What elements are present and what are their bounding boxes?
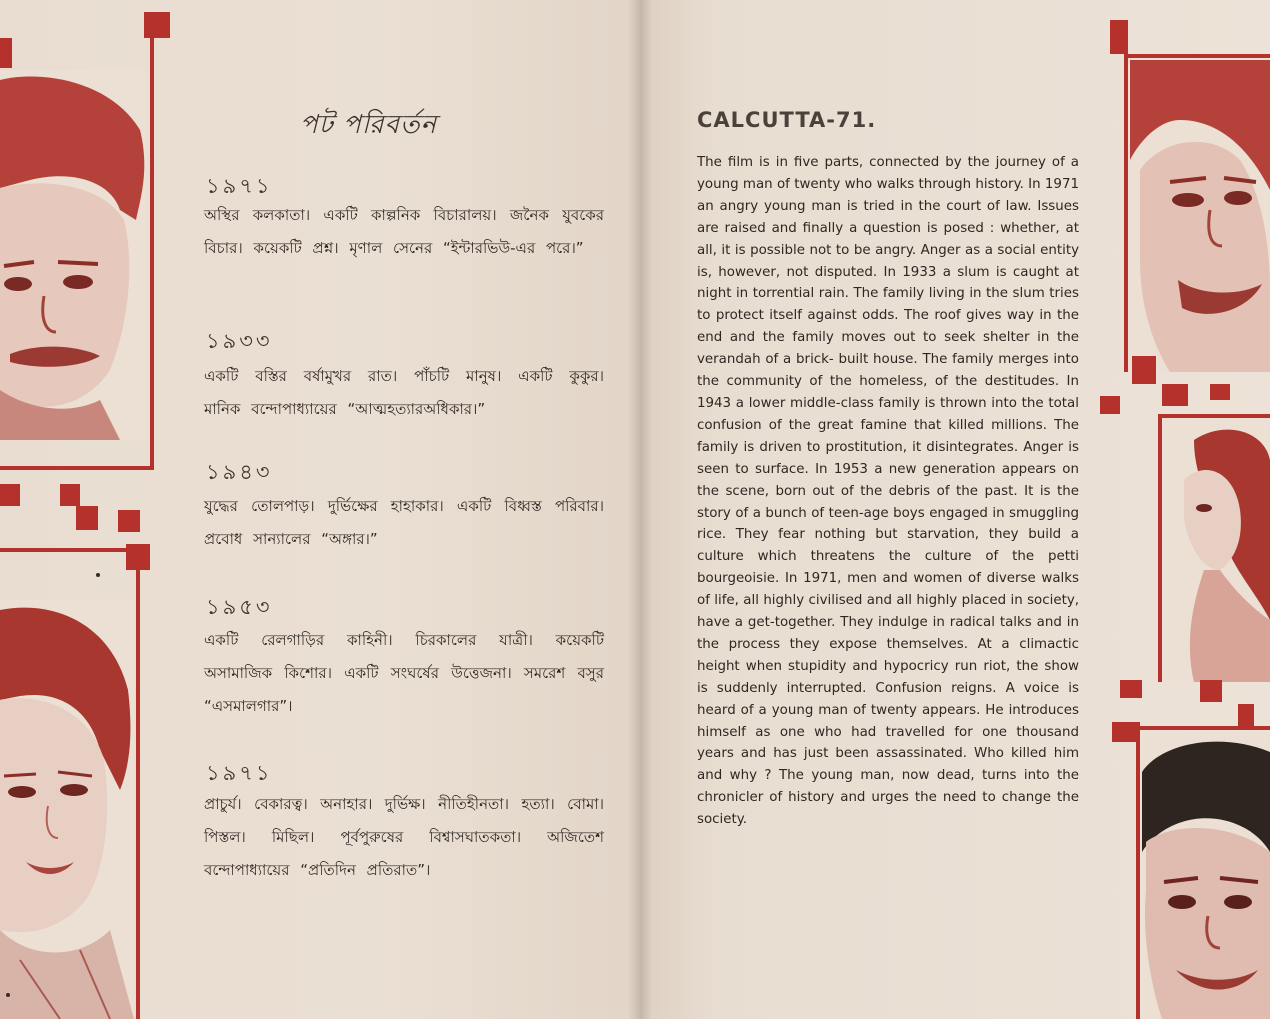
red-block [1132,356,1156,384]
red-block [76,506,98,530]
portrait-woman-illustration [0,600,134,1019]
bengali-heading: পট পরিবর্তন [300,110,437,140]
portrait-man-right-illustration [1130,60,1270,372]
red-block [0,484,20,506]
frame-line [1124,54,1128,372]
section-text: যুদ্ধের তোলপাড়। দুর্ভিক্ষের হাহাকার। একটি বিধ্বস্ত পরিবার। প্রবোধ সান্যালের “অঙ্গার।” [204,497,604,548]
portrait-woman-bottom-left [0,600,134,1019]
frame-line [1136,726,1270,730]
portrait-woman-right-illustration [1164,420,1270,682]
portrait-man-top-left [0,70,146,440]
red-block [1162,384,1188,406]
ink-dot [96,573,100,577]
section-text: প্রাচুর্য। বেকারত্ব। অনাহার। দুর্ভিক্ষ। নীতিহীনতা। হত্যা। বোমা। পিস্তল। মিছিল। পূর্বপুরুষের বিশ্বাসঘাতকতা। অজিতেশ বন্দোপাধ্যায়ের “প্রতিদিন প্রতিরাত”। [204,795,604,879]
section-year: ১৯৭১ [206,761,273,785]
portrait-man-bottom-right-illustration [1142,732,1270,1019]
ink-dot [6,993,10,997]
red-block [118,510,140,532]
frame-line [136,570,140,1019]
portrait-man-top-right [1130,60,1270,372]
portrait-man-bottom-right [1142,732,1270,1019]
section-text: একটি রেলগাড়ির কাহিনী। চিরকালের যাত্রী। কয়েকটি অসামাজিক কিশোর। একটি সংঘর্ষের উত্তেজনা। সমরেশ বসুর “এসমালগার”। [204,631,604,715]
red-block [1110,20,1128,54]
page-gutter [628,0,652,1019]
red-block [126,544,150,570]
frame-line [150,38,154,470]
portrait-man-illustration [0,70,146,440]
section-year: ১৯৭১ [206,174,273,198]
section-year: ১৯৫৩ [206,595,273,619]
red-block [0,38,12,68]
red-block [1120,680,1142,698]
frame-line [1158,414,1162,682]
red-block [1210,384,1230,400]
film-title: CALCUTTA-71. [697,108,877,132]
red-block [144,12,170,38]
red-block [60,484,80,506]
section-text: একটি বস্তির বর্ষামুখর রাত। পাঁচটি মানুষ। একটি কুকুর। মানিক বন্দোপাধ্যায়ের “আত্মহত্যারঅধিকার।” [204,367,604,418]
frame-line [1160,414,1270,418]
section-text: অস্থির কলকাতা। একটি কাল্পনিক বিচারালয়। জনৈক যুবকের বিচার। কয়েকটি প্রশ্ন। মৃণাল সেনের “ইন্টারভিউ-এর পরে।” [204,206,604,257]
section-year: ১৯৪৩ [206,460,273,484]
red-block [1100,396,1120,414]
frame-line [1136,726,1140,1019]
frame-line [0,548,128,552]
section-year: ১৯৩৩ [206,329,273,353]
red-block [1200,680,1222,702]
film-synopsis: The film is in five parts, connected by the journey of a young man of twenty who walks through history. In 1971 an angry young man is tried in the court of law. Issues are raised and finally a question is posed : whether, at all, it is possible not to be angry. Anger as a social entity is, however, not disputed. In 1933 a slum is caught at night in torrential rain. The family living in the slum tries to protect itself against odds. The roof gives way in the end and the family moves out to seek shelter in the verandah of a brick- built house. The family merges into the community of the homeless, of the destitudes. In 1943 a lower middle-class family is thrown into the total confusion of the great famine that killed millions. The family is driven to prostitution, it disintegrates. Anger is seen to surface. In 1953 a new generation appears on the scene, born out of the debris of the past. It is the story of a bunch of teen-age boys engaged in smuggling rice. They fear nothing but starvation, they build a culture which threatens the culture of the petti bourgeoisie. In 1971, men and women of diverse walks of life, all highly civilised and all highly placed in society, have a get-together. They indulge in radical talks and in the process they expose themselves. At a climactic height when stupidity and hypocricy run riot, the show is suddenly interrupted. Confusion reigns. A voice is heard of a young man of twenty appears. He introduces himself as one who had travelled for one thousand years and has just been assassinated. Who killed him and why ? The young man, now dead, turns into the chronicler of history and urges the need to change the society. [697,155,1079,828]
frame-line [1124,54,1270,58]
portrait-woman-right [1164,420,1270,682]
frame-line [0,466,154,470]
